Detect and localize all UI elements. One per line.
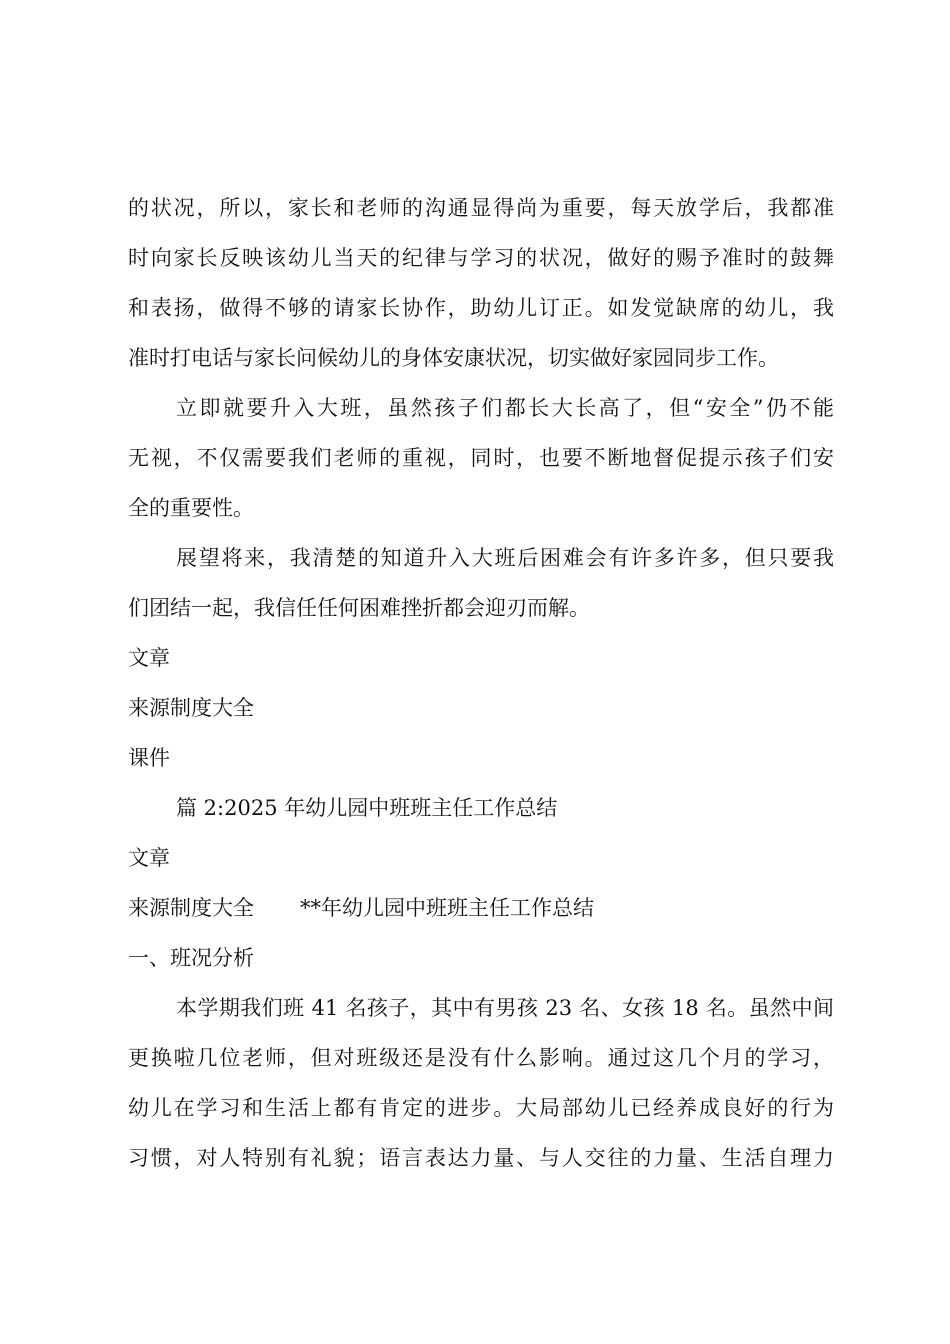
section-heading: 一、班况分析	[128, 946, 254, 970]
section-heading: 篇 2:2025 年幼儿园中班班主任工作总结	[176, 796, 558, 820]
document-body	[128, 183, 834, 1183]
source-label: 文章	[128, 646, 170, 670]
paragraph-line: 本学期我们班 41 名孩子，其中有男孩 23 名、女孩 18 名。虽然中间	[176, 996, 834, 1020]
paragraph-line: 全的重要性。	[128, 496, 254, 520]
paragraph-line: 无视，不仅需要我们老师的重视，同时，也要不断地督促提示孩子们安	[128, 446, 834, 470]
paragraph-line: 和表扬，做得不够的请家长协作，助幼儿订正。如发觉缺席的幼儿，我	[128, 296, 834, 320]
source-label: 文章	[128, 846, 170, 870]
source-label: 课件	[128, 746, 170, 770]
paragraph-line: 时向家长反映该幼儿当天的纪律与学习的状况，做好的赐予准时的鼓舞	[128, 246, 834, 270]
paragraph-line: 幼儿在学习和生活上都有肯定的进步。大局部幼儿已经养成良好的行为	[128, 1096, 834, 1120]
paragraph-line: 展望将来，我清楚的知道升入大班后困难会有许多许多，但只要我	[176, 546, 834, 570]
paragraph-line: 们团结一起，我信任任何困难挫折都会迎刃而解。	[128, 596, 590, 620]
document-title: **年幼儿园中班班主任工作总结	[300, 896, 594, 920]
paragraph-line: 习惯，对人特别有礼貌；语言表达力量、与人交往的力量、生活自理力	[128, 1146, 834, 1170]
paragraph-line: 立即就要升入大班，虽然孩子们都长大长高了，但“安全”仍不能	[176, 396, 834, 420]
source-label: 来源制度大全	[128, 896, 254, 920]
source-label: 来源制度大全	[128, 696, 254, 720]
paragraph-line: 的状况，所以，家长和老师的沟通显得尚为重要，每天放学后，我都准	[128, 196, 834, 220]
source-title-line	[128, 883, 834, 933]
paragraph-line: 准时打电话与家长问候幼儿的身体安康状况，切实做好家园同步工作。	[128, 346, 779, 370]
paragraph-line: 更换啦几位老师，但对班级还是没有什么影响。通过这几个月的学习，	[128, 1046, 834, 1070]
